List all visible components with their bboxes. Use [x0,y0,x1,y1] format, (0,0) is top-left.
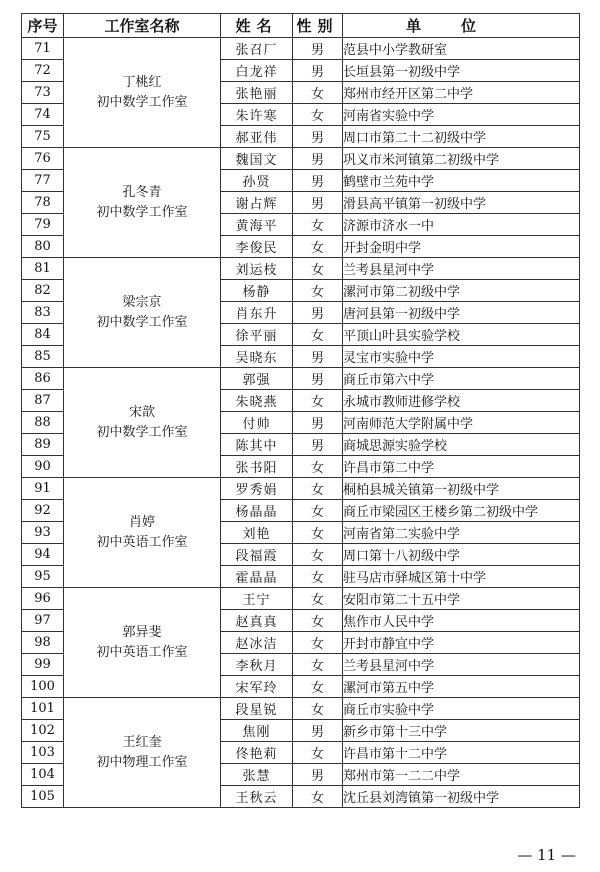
cell-no: 82 [22,280,64,302]
cell-unit: 许昌市第十二中学 [343,742,580,764]
cell-unit: 漯河市第五中学 [343,676,580,698]
cell-no: 95 [22,566,64,588]
cell-gender: 女 [293,566,343,588]
cell-no: 84 [22,324,64,346]
cell-no: 100 [22,676,64,698]
cell-name: 王秋云 [221,786,293,808]
cell-name: 郝亚伟 [221,126,293,148]
cell-unit: 兰考县星河中学 [343,654,580,676]
cell-gender: 男 [293,38,343,60]
cell-name: 陈其中 [221,434,293,456]
cell-unit: 商丘市梁园区王楼乡第二初级中学 [343,500,580,522]
cell-name: 白龙祥 [221,60,293,82]
cell-unit: 许昌市第二中学 [343,456,580,478]
cell-gender: 男 [293,126,343,148]
studio-subject: 初中英语工作室 [96,534,188,550]
cell-no: 85 [22,346,64,368]
cell-gender: 女 [293,236,343,258]
studio-leader: 王红奎 [122,734,162,750]
cell-gender: 女 [293,82,343,104]
cell-unit: 商城思源实验学校 [343,434,580,456]
page-number: — 11 — [517,846,576,864]
cell-no: 105 [22,786,64,808]
cell-unit: 桐柏县城关镇第一初级中学 [343,478,580,500]
cell-unit: 长垣县第一初级中学 [343,60,580,82]
cell-unit: 安阳市第二十五中学 [343,588,580,610]
cell-name: 李秋月 [221,654,293,676]
cell-no: 102 [22,720,64,742]
cell-gender: 男 [293,434,343,456]
cell-unit: 驻马店市驿城区第十中学 [343,566,580,588]
cell-unit: 郑州市经开区第二中学 [343,82,580,104]
cell-unit: 沈丘县刘湾镇第一初级中学 [343,786,580,808]
cell-gender: 男 [293,412,343,434]
cell-name: 罗秀娟 [221,478,293,500]
cell-no: 89 [22,434,64,456]
cell-gender: 女 [293,698,343,720]
cell-gender: 女 [293,324,343,346]
cell-gender: 男 [293,720,343,742]
studio-member-table [21,13,580,808]
cell-no: 104 [22,764,64,786]
cell-gender: 女 [293,280,343,302]
studio-leader: 肖婷 [128,514,155,530]
table-row [22,478,580,500]
cell-name: 徐平丽 [221,324,293,346]
cell-no: 87 [22,390,64,412]
cell-no: 78 [22,192,64,214]
cell-no: 94 [22,544,64,566]
cell-name: 付帅 [221,412,293,434]
cell-studio [64,478,221,588]
cell-no: 75 [22,126,64,148]
cell-studio [64,38,221,148]
cell-unit: 巩义市米河镇第二初级中学 [343,148,580,170]
table-header-row [22,14,580,38]
cell-no: 80 [22,236,64,258]
cell-name: 刘运枝 [221,258,293,280]
cell-gender: 女 [293,214,343,236]
cell-unit: 开封市静宜中学 [343,632,580,654]
cell-gender: 女 [293,742,343,764]
cell-no: 103 [22,742,64,764]
cell-name: 王宁 [221,588,293,610]
cell-gender: 男 [293,764,343,786]
cell-no: 93 [22,522,64,544]
cell-no: 72 [22,60,64,82]
header-no: 序号 [22,14,64,38]
studio-subject: 初中物理工作室 [96,754,188,770]
studio-subject: 初中数学工作室 [96,204,188,220]
cell-no: 99 [22,654,64,676]
table-row [22,368,580,390]
cell-name: 刘艳 [221,522,293,544]
cell-unit: 滑县高平镇第一初级中学 [343,192,580,214]
cell-studio [64,258,221,368]
header-studio: 工作室名称 [64,14,221,38]
header-unit: 单位 [343,14,580,38]
cell-no: 96 [22,588,64,610]
cell-name: 谢占辉 [221,192,293,214]
table-row [22,698,580,720]
cell-name: 张书阳 [221,456,293,478]
cell-gender: 女 [293,104,343,126]
cell-name: 佟艳莉 [221,742,293,764]
cell-gender: 女 [293,456,343,478]
studio-leader: 郭异斐 [122,624,162,640]
cell-name: 杨晶晶 [221,500,293,522]
cell-name: 朱晓燕 [221,390,293,412]
cell-name: 朱许寒 [221,104,293,126]
cell-name: 赵冰洁 [221,632,293,654]
cell-gender: 女 [293,478,343,500]
table-body [22,38,580,808]
cell-unit: 兰考县星河中学 [343,258,580,280]
cell-unit: 鹤壁市兰苑中学 [343,170,580,192]
cell-gender: 男 [293,302,343,324]
cell-unit: 灵宝市实验中学 [343,346,580,368]
cell-name: 孙贤 [221,170,293,192]
table-row [22,148,580,170]
cell-unit: 郑州市第一二二中学 [343,764,580,786]
header-gender: 性别 [293,14,343,38]
cell-unit: 永城市教师进修学校 [343,390,580,412]
cell-unit: 商丘市第六中学 [343,368,580,390]
cell-gender: 男 [293,148,343,170]
cell-name: 霍晶晶 [221,566,293,588]
cell-no: 101 [22,698,64,720]
cell-unit: 周口第十八初级中学 [343,544,580,566]
cell-no: 92 [22,500,64,522]
cell-unit: 河南师范大学附属中学 [343,412,580,434]
cell-unit: 商丘市实验中学 [343,698,580,720]
table-row [22,38,580,60]
cell-name: 张艳丽 [221,82,293,104]
cell-name: 段星锐 [221,698,293,720]
cell-studio [64,368,221,478]
cell-gender: 女 [293,632,343,654]
cell-no: 97 [22,610,64,632]
cell-name: 杨静 [221,280,293,302]
studio-leader: 孔冬青 [122,184,162,200]
cell-no: 81 [22,258,64,280]
studio-subject: 初中数学工作室 [96,94,188,110]
cell-no: 71 [22,38,64,60]
cell-studio [64,148,221,258]
cell-no: 91 [22,478,64,500]
studio-subject: 初中数学工作室 [96,314,188,330]
cell-unit: 周口市第二十二初级中学 [343,126,580,148]
cell-gender: 女 [293,258,343,280]
studio-subject: 初中数学工作室 [96,424,188,440]
studio-leader: 梁宗京 [122,294,162,310]
cell-no: 90 [22,456,64,478]
cell-name: 黄海平 [221,214,293,236]
cell-unit: 焦作市人民中学 [343,610,580,632]
studio-leader: 丁桃红 [122,74,162,90]
cell-name: 魏国文 [221,148,293,170]
cell-name: 焦刚 [221,720,293,742]
studio-leader: 宋歆 [128,404,155,420]
cell-gender: 女 [293,500,343,522]
cell-gender: 女 [293,610,343,632]
cell-gender: 女 [293,588,343,610]
cell-name: 肖东升 [221,302,293,324]
cell-unit: 济源市济水一中 [343,214,580,236]
cell-gender: 女 [293,676,343,698]
cell-no: 86 [22,368,64,390]
cell-name: 吴晓东 [221,346,293,368]
cell-gender: 女 [293,544,343,566]
cell-no: 79 [22,214,64,236]
table-row [22,588,580,610]
studio-subject: 初中英语工作室 [96,644,188,660]
cell-no: 88 [22,412,64,434]
cell-unit: 开封金明中学 [343,236,580,258]
cell-no: 76 [22,148,64,170]
cell-no: 98 [22,632,64,654]
cell-name: 赵真真 [221,610,293,632]
cell-name: 张慧 [221,764,293,786]
cell-gender: 男 [293,346,343,368]
cell-unit: 河南省实验中学 [343,104,580,126]
table-row [22,258,580,280]
cell-unit: 河南省第二实验中学 [343,522,580,544]
cell-gender: 女 [293,390,343,412]
cell-no: 83 [22,302,64,324]
cell-studio [64,698,221,808]
cell-unit: 范县中小学教研室 [343,38,580,60]
cell-gender: 女 [293,786,343,808]
cell-unit: 平顶山叶县实验学校 [343,324,580,346]
header-name: 姓名 [221,14,293,38]
cell-gender: 男 [293,170,343,192]
cell-name: 张召厂 [221,38,293,60]
cell-unit: 新乡市第十三中学 [343,720,580,742]
cell-no: 73 [22,82,64,104]
cell-studio [64,588,221,698]
cell-gender: 女 [293,654,343,676]
cell-name: 郭强 [221,368,293,390]
cell-gender: 男 [293,368,343,390]
cell-gender: 男 [293,192,343,214]
cell-name: 段福霞 [221,544,293,566]
cell-gender: 女 [293,522,343,544]
cell-unit: 漯河市第二初级中学 [343,280,580,302]
cell-name: 李俊民 [221,236,293,258]
cell-no: 74 [22,104,64,126]
cell-no: 77 [22,170,64,192]
cell-unit: 唐河县第一初级中学 [343,302,580,324]
cell-gender: 男 [293,60,343,82]
cell-name: 宋军玲 [221,676,293,698]
